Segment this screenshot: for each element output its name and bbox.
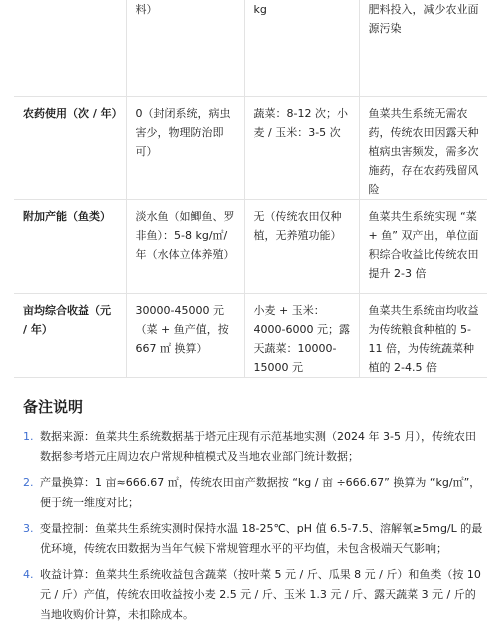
list-item — [23, 519, 483, 559]
list-item — [23, 473, 483, 513]
table-cell: 小麦 + 玉米：4000-6000 元；露天蔬菜：10000-15000 元 — [244, 293, 359, 377]
table-row — [14, 293, 487, 377]
table-cell: kg — [244, 0, 359, 96]
note-text: 收益计算：鱼菜共生系统收益包含蔬菜（按叶菜 5 元 / 斤、瓜果 8 元 / 斤）和鱼类（按 10 元 / 斤）产值，传统农田收益按小麦 2.5 元 / 斤、玉米 1.3 元 / 斤、露天蔬菜 3 元 / 斤的当地收购价计算，未扣除成本。 — [40, 568, 481, 621]
table-row — [14, 0, 487, 96]
table-cell: 鱼菜共生系统无需农药，传统农田因露天种植病虫害频发，需多次施药，存在农药残留风险 — [359, 96, 487, 199]
comparison-table — [14, 0, 487, 378]
table-row — [14, 96, 487, 199]
list-number: 1. — [23, 430, 34, 443]
row-label: 亩均综合收益（元 / 年） — [14, 293, 126, 377]
note-text: 变量控制：鱼菜共生系统实测时保持水温 18-25℃、pH 值 6.5-7.5、溶解氧≥5mg/L 的最优环境，传统农田数据为当年气候下常规管理水平的平均值，未包含极端天气影响； — [40, 522, 483, 555]
notes-list — [23, 427, 483, 631]
row-label — [14, 0, 126, 96]
list-number: 2. — [23, 476, 34, 489]
list-item — [23, 565, 483, 625]
table-cell: 30000-45000 元（菜 + 鱼产值，按 667 ㎡ 换算） — [126, 293, 244, 377]
list-number: 3. — [23, 522, 34, 535]
table-cell: 淡水鱼（如鲫鱼、罗非鱼）：5-8 kg/㎡/年（水体立体养殖） — [126, 199, 244, 293]
notes-heading: 备注说明 — [23, 398, 84, 416]
table-cell: 料） — [126, 0, 244, 96]
note-text: 数据来源：鱼菜共生系统数据基于塔元庄现有示范基地实测（2024 年 3-5 月），传统农田数据参考塔元庄周边农户常规种植模式及当地农业部门统计数据； — [40, 430, 476, 463]
table-cell: 鱼菜共生系统实现 “菜 + 鱼” 双产出，单位面积综合收益比传统农田提升 2-3 倍 — [359, 199, 487, 293]
table-cell: 蔬菜：8-12 次；小麦 / 玉米：3-5 次 — [244, 96, 359, 199]
table-cell: 鱼菜共生系统亩均收益为传统粮食种植的 5-11 倍，为传统蔬菜种植的 2-4.5 倍 — [359, 293, 487, 377]
row-label: 附加产能（鱼类） — [14, 199, 126, 293]
table-cell: 0（封闭系统，病虫害少，物理防治即可） — [126, 96, 244, 199]
row-label: 农药使用（次 / 年） — [14, 96, 126, 199]
table-cell: 肥料投入，减少农业面源污染 — [359, 0, 487, 96]
list-item — [23, 427, 483, 467]
table-cell: 无（传统农田仅种植，无养殖功能） — [244, 199, 359, 293]
list-number: 4. — [23, 568, 34, 581]
note-text: 产量换算：1 亩≈666.67 ㎡，传统农田亩产数据按 “kg / 亩 ÷666.67” 换算为 “kg/㎡”，便于统一维度对比； — [40, 476, 481, 509]
table-row — [14, 199, 487, 293]
